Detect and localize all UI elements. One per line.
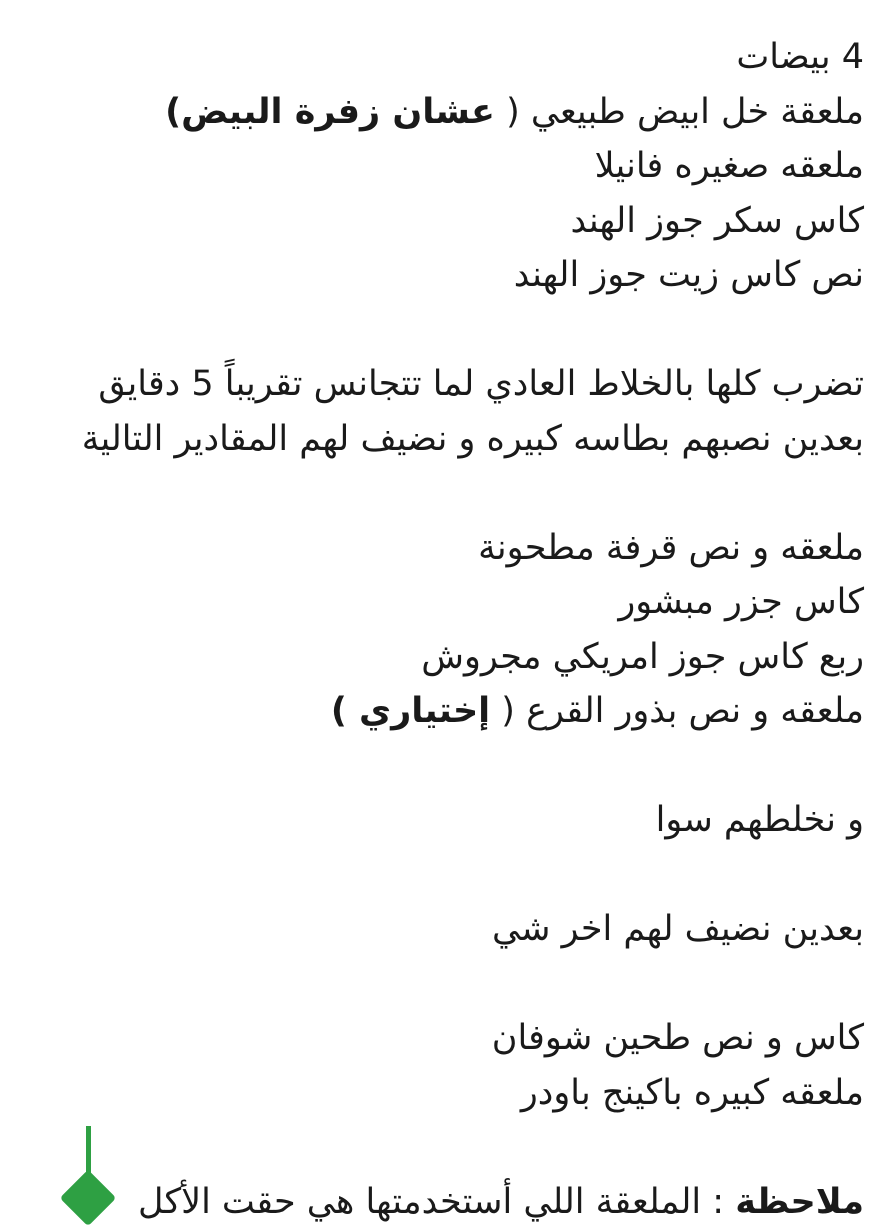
blank-line xyxy=(0,957,864,1012)
text-cursor[interactable] xyxy=(86,1126,91,1176)
ingredient-eggs: 4 بيضات xyxy=(0,30,864,85)
optional-bold: إختياري xyxy=(359,691,490,731)
ingredient-oat-flour: كاس و نص طحين شوفان xyxy=(0,1011,864,1066)
vinegar-reason-bold: عشان زفرة البيض xyxy=(181,92,495,132)
blank-line xyxy=(0,739,864,794)
instruction-pour: بعدين نصبهم بطاسه كبيره و نضيف لهم المقادير التالية xyxy=(0,412,864,467)
remark-text: : الملعقة اللي أستخدمتها هي حقت الأكل xyxy=(138,1182,735,1222)
ingredient-carrot: كاس جزر مبشور xyxy=(0,575,864,630)
blank-line xyxy=(0,466,864,521)
ingredient-pumpkin-seeds xyxy=(0,684,864,739)
ingredient-pecan: ربع كاس جوز امريكي مجروش xyxy=(0,630,864,685)
ingredient-baking-powder: ملعقه كبيره باكينج باودر xyxy=(0,1066,864,1121)
pumpkin-seeds-text: ملعقه و نص بذور القرع ( xyxy=(490,691,864,731)
remark-label-bold: ملاحظة xyxy=(735,1182,864,1222)
ingredient-cinnamon: ملعقه و نص قرفة مطحونة xyxy=(0,521,864,576)
instruction-mix: و نخلطهم سوا xyxy=(0,793,864,848)
vinegar-close-paren: ) xyxy=(165,92,181,132)
instruction-blend: تضرب كلها بالخلاط العادي لما تتجانس تقريباً 5 دقايق xyxy=(0,357,864,412)
ingredient-coconut-oil: نص كاس زيت جوز الهند xyxy=(0,248,864,303)
blank-line xyxy=(0,303,864,358)
ingredient-coconut-sugar: كاس سكر جوز الهند xyxy=(0,194,864,249)
ingredient-vanilla: ملعقه صغيره فانيلا xyxy=(0,139,864,194)
note-remark xyxy=(0,1175,864,1229)
ingredient-vinegar xyxy=(0,85,864,140)
pumpkin-close-paren: ) xyxy=(331,691,359,731)
blank-line xyxy=(0,1120,864,1175)
blank-line xyxy=(0,848,864,903)
note-document[interactable] xyxy=(0,30,864,1229)
vinegar-text: ملعقة خل ابيض طبيعي ( xyxy=(495,92,864,132)
instruction-add-last: بعدين نضيف لهم اخر شي xyxy=(0,902,864,957)
